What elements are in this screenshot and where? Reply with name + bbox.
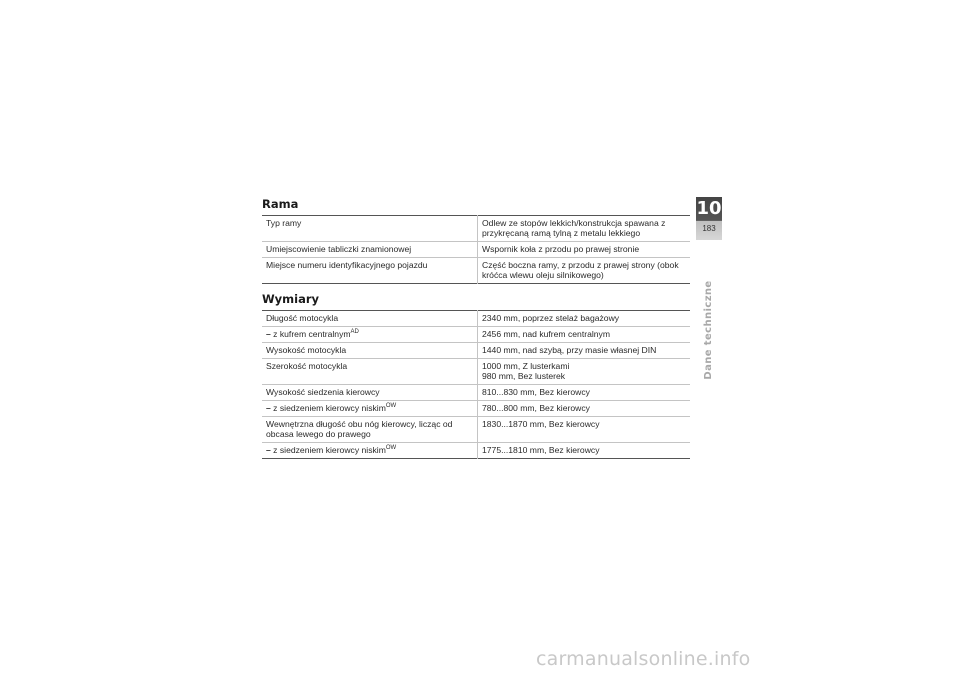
spec-value: 1830...1870 mm, Bez kierowcy — [478, 417, 691, 443]
option-code: AD — [350, 329, 359, 335]
spec-label-text: z siedzeniem kierowcy niskim — [273, 403, 386, 413]
spec-label-sub — [262, 327, 478, 343]
table-row — [262, 443, 690, 459]
option-code: OW — [385, 445, 397, 451]
spec-value: 2340 mm, poprzez stelaż bagażowy — [478, 311, 691, 327]
table-row — [262, 327, 690, 343]
option-code: OW — [385, 403, 397, 409]
page-number: 183 — [702, 224, 716, 233]
spec-value-line: 1000 mm, Z lusterkami — [482, 361, 570, 371]
spec-value: Część boczna ramy, z przodu z prawej strony (obok króćca wlewu oleju silnikowego) — [478, 258, 691, 284]
spec-label: Długość motocykla — [266, 313, 339, 323]
watermark: carmanualsonline.info — [536, 648, 751, 670]
table-row — [262, 417, 690, 443]
dash-marker: – — [266, 403, 271, 413]
section-title-wymiary: Wymiary — [262, 292, 320, 306]
section-title-rama: Rama — [262, 197, 299, 211]
spec-label-text: z kufrem centralnym — [273, 329, 351, 339]
spec-label-sub — [262, 443, 478, 459]
spec-label: Wewnętrzna długość obu nóg kierowcy, licząc od obcasa lewego do prawego — [266, 419, 453, 439]
dash-marker: – — [266, 445, 271, 455]
spec-label: Szerokość motocykla — [266, 361, 348, 371]
spec-label: Wysokość siedzenia kierowcy — [266, 387, 380, 397]
dash-marker: – — [266, 329, 271, 339]
spec-label-text: z siedzeniem kierowcy niskim — [273, 445, 386, 455]
spec-value: 810...830 mm, Bez kierowcy — [478, 385, 691, 401]
spec-table-wymiary — [262, 310, 690, 459]
spec-label-sub — [262, 401, 478, 417]
chapter-tab — [696, 197, 722, 240]
spec-label: Umiejscowienie tabliczki znamionowej — [266, 244, 412, 254]
spec-label: Wysokość motocykla — [266, 345, 347, 355]
spec-label: Miejsce numeru identyfikacyjnego pojazdu — [266, 260, 428, 270]
table-row — [262, 401, 690, 417]
table-row — [262, 216, 690, 242]
spec-value: 1775...1810 mm, Bez kierowcy — [478, 443, 691, 459]
spec-table-rama — [262, 215, 690, 284]
spec-value: 1440 mm, nad szybą, przy masie własnej DIN — [478, 343, 691, 359]
table-row — [262, 258, 690, 284]
table-row — [262, 359, 690, 385]
spec-label: Typ ramy — [266, 218, 302, 228]
table-row — [262, 385, 690, 401]
chapter-side-label: Dane techniczne — [703, 280, 714, 380]
spec-value: Odlew ze stopów lekkich/konstrukcja spawana z przykręcaną ramą tylną z metalu lekkiego — [478, 216, 691, 242]
spec-value: Wspornik koła z przodu po prawej stronie — [478, 242, 691, 258]
spec-value: 2456 mm, nad kufrem centralnym — [478, 327, 691, 343]
table-row — [262, 311, 690, 327]
chapter-number: 10 — [696, 198, 722, 219]
spec-value-line: 980 mm, Bez lusterek — [482, 371, 566, 381]
spec-value: 780...800 mm, Bez kierowcy — [478, 401, 691, 417]
table-row — [262, 242, 690, 258]
table-row — [262, 343, 690, 359]
spec-value — [478, 359, 691, 385]
